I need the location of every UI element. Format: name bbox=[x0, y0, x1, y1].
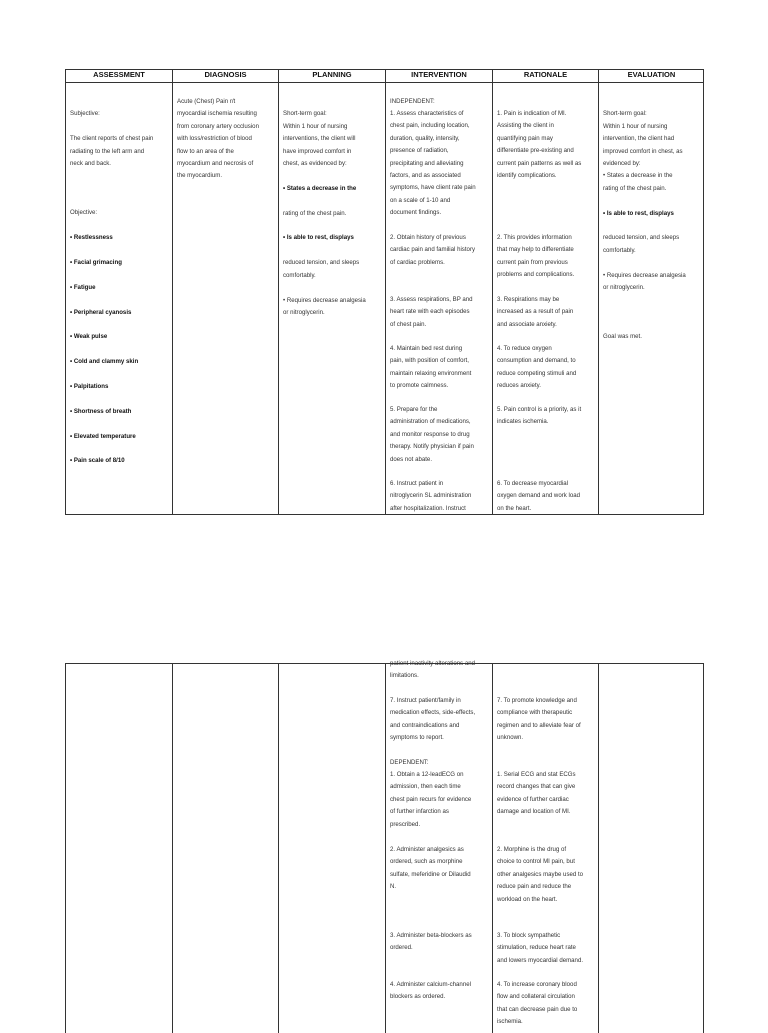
independent-label: INDEPENDENT: bbox=[390, 98, 435, 105]
subjective-label: Subjective: bbox=[70, 110, 100, 118]
header-intervention: INTERVENTION bbox=[386, 70, 492, 83]
care-plan-table-page-1 bbox=[65, 69, 704, 515]
rationale-item: 6. To decrease myocardial oxygen demand and work load on the heart. bbox=[497, 480, 580, 512]
objective-item: • Palpitations bbox=[70, 382, 109, 390]
evaluation-bullet: • Is able to rest, displays bbox=[603, 209, 674, 217]
rationale-item: 5. Pain control is a priority, as it indicates ischemia. bbox=[497, 406, 582, 426]
header-rationale: RATIONALE bbox=[493, 70, 598, 83]
objective-label: Objective: bbox=[70, 209, 98, 217]
rationale-dependent-item: 3. To block sympathetic stimulation, reduce heart rate and lowers myocardial demand. bbox=[497, 932, 584, 964]
intervention-column-cont bbox=[385, 660, 492, 1033]
rationale-dependent-item: 4. To increase coronary blood flow and collateral circulation that can decrease pain due to ischemia. bbox=[497, 981, 578, 1026]
objective-item: • Fatigue bbox=[70, 283, 96, 291]
intervention-item: 5. Prepare for the administration of medications, and monitor response to drug therapy. Notify physician if pain does not abate. bbox=[390, 406, 474, 463]
intervention-item: 1. Assess characteristics of chest pain, including location, duration, quality, intensity, presence of radiation, precipitating and alleviating factors, and as associated symptoms, have client rate pain on a scale of 1-10 and document findings. bbox=[390, 110, 476, 217]
objective-item: • Restlessness bbox=[70, 234, 113, 242]
diagnosis-column-cont bbox=[172, 664, 278, 1033]
goal-met-text: Goal was met. bbox=[603, 333, 642, 341]
objective-item: • Weak pulse bbox=[70, 333, 108, 341]
rationale-dependent-item: 1. Serial ECG and stat ECGs record changes that can give evidence of further cardiac damage and location of MI. bbox=[497, 771, 576, 816]
rationale-item: 1. Pain is indication of MI. Assisting the client in quantifying pain may differentiate pre-existing and current pain patterns as well as identify complications. bbox=[497, 110, 582, 180]
planning-bullet-cont: reduced tension, and sleeps comfortably. bbox=[283, 259, 360, 279]
evaluation-bullet: • Requires decrease analgesia or nitroglycerin. bbox=[603, 271, 686, 292]
planning-bullet: • Is able to rest, displays bbox=[283, 234, 354, 242]
rationale-item: 7. To promote knowledge and compliance with therapeutic regimen and to alleviate fear of unknown. bbox=[497, 697, 581, 742]
objective-item: • Elevated temperature bbox=[70, 432, 136, 440]
intervention-item: 7. Instruct patient/family in medication effects, side-effects, and contraindications and symptoms to report. bbox=[390, 697, 476, 742]
rationale-item: 3. Respirations may be increased as a result of pain and associate anxiety. bbox=[497, 296, 574, 328]
assessment-column-cont bbox=[66, 664, 172, 1033]
evaluation-column bbox=[598, 70, 704, 514]
objective-item: • Shortness of breath bbox=[70, 407, 132, 415]
intervention-item: 3. Assess respirations, BP and heart rate with each episodes of chest pain. bbox=[390, 296, 473, 328]
header-assessment: ASSESSMENT bbox=[66, 70, 172, 83]
assessment-cell bbox=[70, 96, 169, 480]
intervention-item: 2. Obtain history of previous cardiac pain and familial history of cardiac problems. bbox=[390, 234, 476, 266]
evaluation-text: Short-term goal: Within 1 hour of nursing intervention, the client had improved comfort in chest, as evidenced by: • States a decrease in the rating of the chest pain. bbox=[603, 110, 683, 192]
planning-column-cont bbox=[278, 664, 385, 1033]
planning-bullet: • States a decrease in the bbox=[283, 184, 357, 192]
intervention-continued-text: patient inactivity alterations and limitations. bbox=[390, 660, 476, 680]
rationale-column-cont bbox=[492, 664, 598, 1033]
planning-bullet: • Requires decrease analgesia or nitroglycerin. bbox=[283, 296, 366, 316]
dependent-item: 3. Administer beta-blockers as ordered. bbox=[390, 932, 472, 952]
planning-text: Short-term goal: Within 1 hour of nursing interventions, the client will have improved comfort in chest, as evidenced by: bbox=[283, 110, 356, 168]
subjective-text: The client reports of chest pain radiating to the left arm and neck and back. bbox=[70, 135, 154, 168]
rationale-column bbox=[492, 70, 598, 514]
rationale-item: 4. To reduce oxygen consumption and demand, to reduce competing stimuli and reduces anxiety. bbox=[497, 345, 577, 390]
care-plan-table-page-2 bbox=[65, 660, 704, 1033]
intervention-item: 6. Instruct patient in nitroglycerin SL administration after hospitalization. Instruct bbox=[390, 480, 472, 512]
objective-item: • Facial grimacing bbox=[70, 258, 122, 266]
assessment-column bbox=[66, 70, 172, 514]
diagnosis-column bbox=[172, 70, 278, 514]
dependent-item: 1. Obtain a 12-leadECG on admission, then each time chest pain recurs for evidence of further infarction as prescribed. bbox=[390, 771, 472, 828]
planning-column bbox=[278, 70, 385, 514]
header-planning: PLANNING bbox=[279, 70, 385, 83]
objective-item: • Pain scale of 8/10 bbox=[70, 457, 125, 465]
intervention-item: 4. Maintain bed rest during pain, with position of comfort, maintain relaxing environment to promote calmness. bbox=[390, 345, 472, 390]
header-evaluation: EVALUATION bbox=[599, 70, 704, 83]
evaluation-column-cont bbox=[598, 664, 704, 1033]
intervention-column bbox=[385, 70, 492, 514]
evaluation-bullet-cont: reduced tension, and sleeps comfortably. bbox=[603, 234, 680, 254]
planning-cell bbox=[283, 96, 382, 332]
header-diagnosis: DIAGNOSIS bbox=[173, 70, 278, 83]
dependent-item: 4. Administer calcium-channel blockers as ordered. bbox=[390, 981, 471, 1001]
dependent-label: DEPENDENT: bbox=[390, 759, 429, 766]
dependent-item: 2. Administer analgesics as ordered, such as morphine sulfate, meferidine or Dilaudid N. bbox=[390, 846, 471, 891]
diagnosis-text: Acute (Chest) Pain r/t myocardial ischemia resulting from coronary artery occlusion with loss/restriction of blood flow to an area of the myocardium and necrosis of the myocardium. bbox=[177, 98, 259, 180]
rationale-item: 2. This provides information that may help to differentiate current pain from previous problems and complications. bbox=[497, 234, 575, 279]
objective-item: • Cold and clammy skin bbox=[70, 358, 139, 366]
objective-item: • Peripheral cyanosis bbox=[70, 308, 132, 316]
planning-bullet-cont: rating of the chest pain. bbox=[283, 209, 347, 217]
evaluation-cell bbox=[603, 96, 701, 356]
rationale-dependent-item: 2. Morphine is the drug of choice to control MI pain, but other analgesics maybe used to reduce pain and reduce the workload on the heart. bbox=[497, 846, 584, 903]
